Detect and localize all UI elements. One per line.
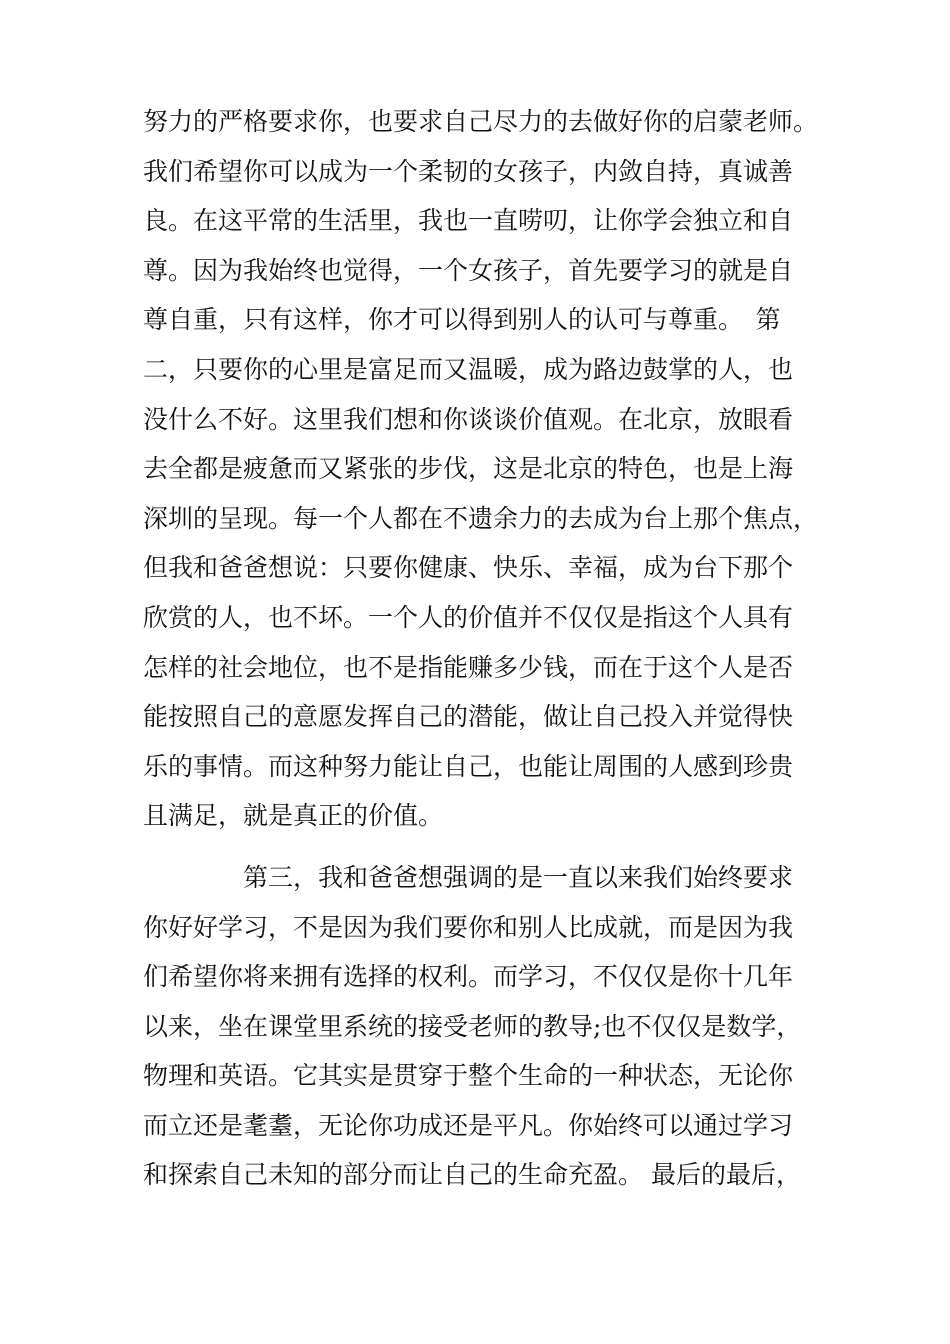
text-line: 欣赏的人，也不坏。一个人的价值并不仅仅是指这个人具有 xyxy=(143,602,794,632)
text-line: 你好好学习，不是因为我们要你和别人比成就，而是因为我 xyxy=(143,912,794,942)
text-line: 我们希望你可以成为一个柔韧的女孩子，内敛自持，真诚善 xyxy=(143,156,794,186)
text-line: 而立还是耄耋，无论你功成还是平凡。你始终可以通过学习 xyxy=(143,1110,794,1140)
text-line: 深圳的呈现。每一个人都在不遗余力的去成为台上那个焦点， xyxy=(143,503,819,533)
body-text xyxy=(143,97,819,1200)
text-line: 去全都是疲惫而又紧张的步伐，这是北京的特色，也是上海 xyxy=(143,454,794,484)
text-line: 物理和英语。它其实是贯穿于整个生命的一种状态，无论你 xyxy=(143,1061,794,1091)
text-line: 怎样的社会地位，也不是指能赚多少钱，而在于这个人是否 xyxy=(143,652,794,682)
paragraph-gap xyxy=(143,841,813,853)
text-line: 二，只要你的心里是富足而又温暖，成为路边鼓掌的人，也 xyxy=(143,354,794,384)
text-line: 们希望你将来拥有选择的权利。而学习，不仅仅是你十几年 xyxy=(143,962,794,992)
text-line: 以来，坐在课堂里系统的接受老师的教导;也不仅仅是数学， xyxy=(143,1011,802,1041)
text-line: 良。在这平常的生活里，我也一直唠叨，让你学会独立和自 xyxy=(143,206,794,236)
text-line: 且满足，就是真正的价值。 xyxy=(143,801,444,831)
text-line: 乐的事情。而这种努力能让自己，也能让周围的人感到珍贵 xyxy=(143,751,794,781)
text-line: 努力的严格要求你，也要求自己尽力的去做好你的启蒙老师。 xyxy=(143,107,819,136)
text-line: 尊自重，只有这样，你才可以得到别人的认可与尊重。 第 xyxy=(143,305,781,335)
text-line: 但我和爸爸想说：只要你健康、快乐、幸福，成为台下那个 xyxy=(143,553,794,583)
text-line: 尊。因为我始终也觉得，一个女孩子，首先要学习的就是自 xyxy=(143,255,794,285)
text-line: 能按照自己的意愿发挥自己的潜能，做让自己投入并觉得快 xyxy=(143,702,794,732)
text-line: 和探索自己未知的部分而让自己的生命充盈。 最后的最后， xyxy=(143,1160,801,1190)
text-line: 第三，我和爸爸想强调的是一直以来我们始终要求 xyxy=(143,862,794,892)
text-line: 没什么不好。这里我们想和你谈谈价值观。在北京，放眼看 xyxy=(143,404,794,434)
